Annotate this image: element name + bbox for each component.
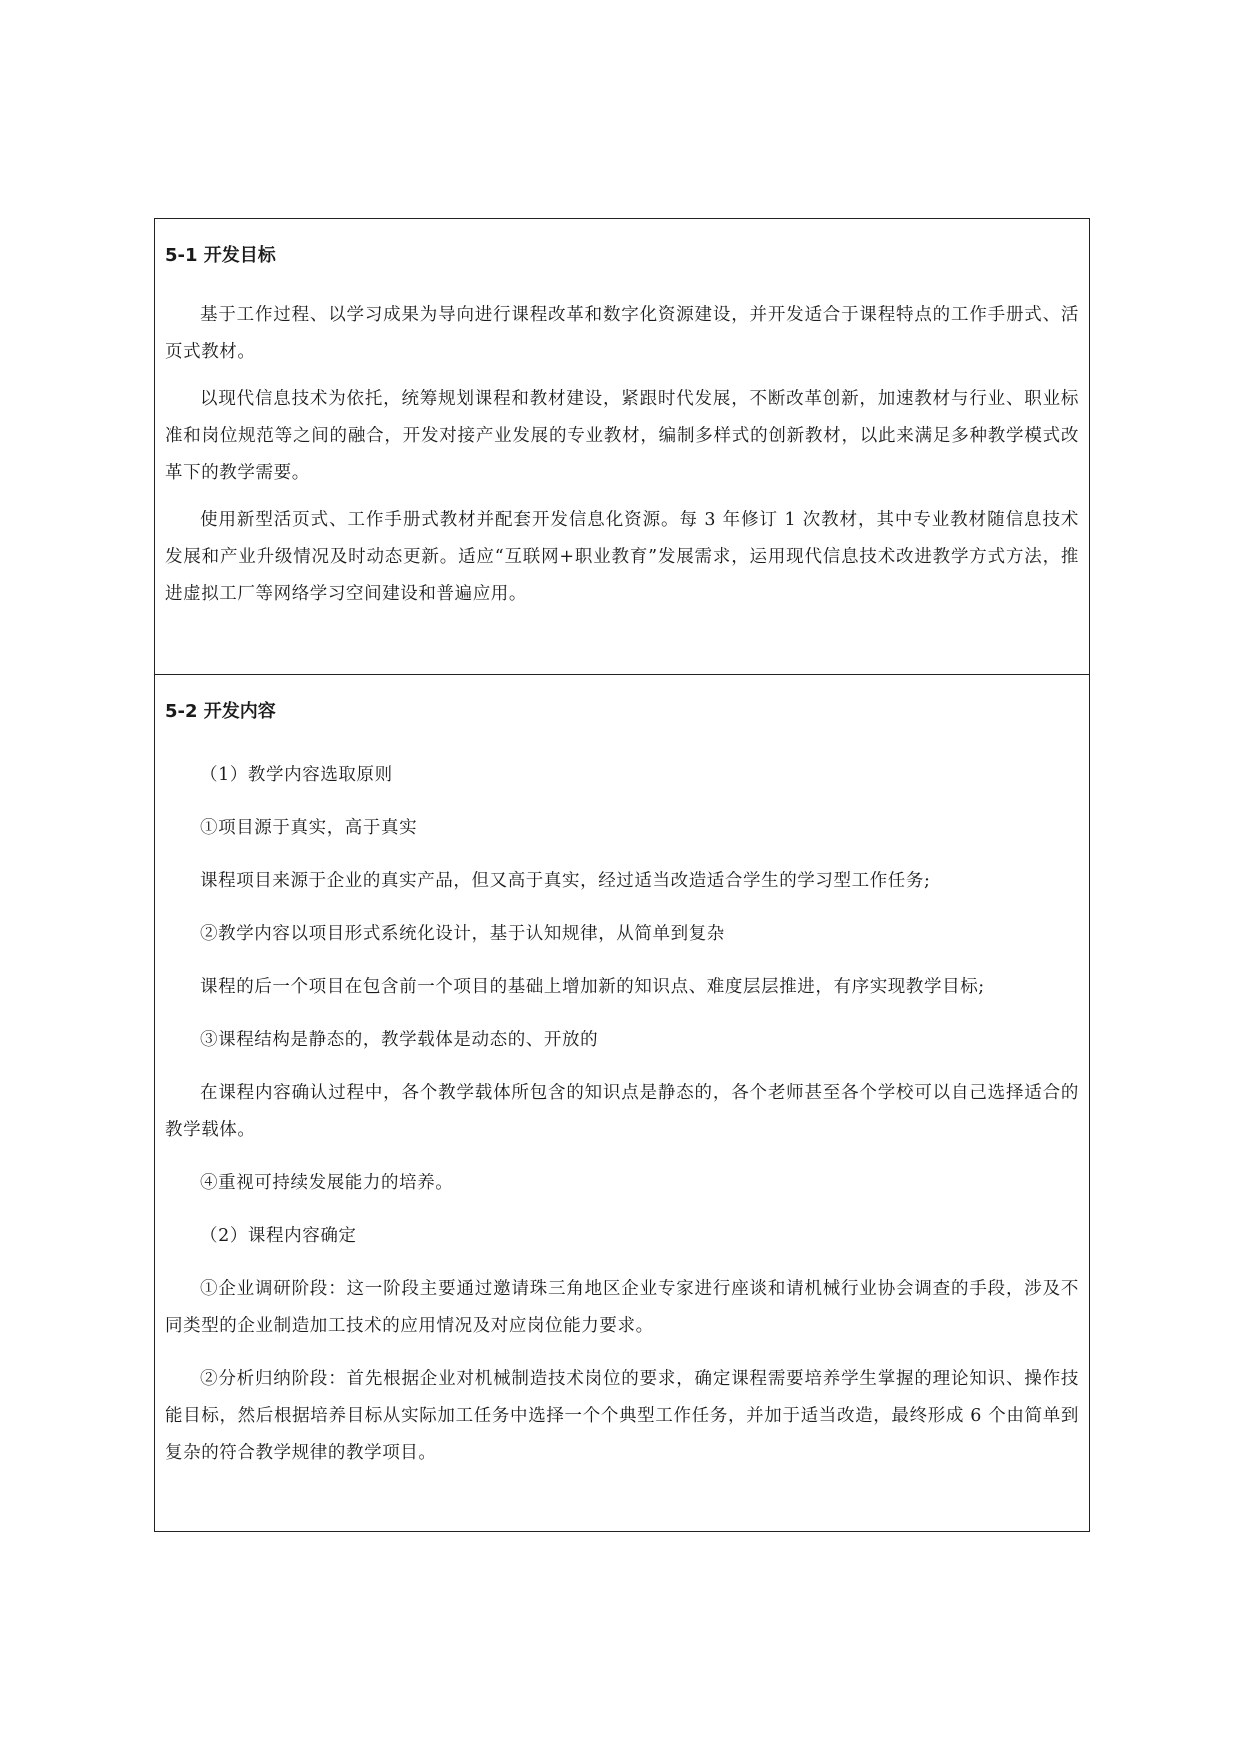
paragraph: ②分析归纳阶段：首先根据企业对机械制造技术岗位的要求，确定课程需要培养学生掌握的理论知识、操作技能目标，然后根据培养目标从实际加工任务中选择一个个典型工作任务，并加于适当改造，最终形成 6 个由简单到复杂的符合教学规律的教学项目。 xyxy=(165,1369,1079,1463)
paragraph: 以现代信息技术为依托，统筹规划课程和教材建设，紧跟时代发展，不断改革创新，加速教材与行业、职业标准和岗位规范等之间的融合，开发对接产业发展的专业教材，编制多样式的创新教材，以此来满足多种教学模式改革下的教学需要。 xyxy=(165,389,1079,483)
paragraph: 课程项目来源于企业的真实产品，但又高于真实，经过适当改造适合学生的学习型工作任务; xyxy=(200,871,931,891)
section-development-goals xyxy=(155,219,1089,674)
section-title: 5-1 开发目标 xyxy=(165,245,276,266)
section-title: 5-2 开发内容 xyxy=(165,701,276,722)
paragraph: 在课程内容确认过程中，各个教学载体所包含的知识点是静态的，各个老师甚至各个学校可以自己选择适合的教学载体。 xyxy=(165,1083,1079,1140)
paragraph: 使用新型活页式、工作手册式教材并配套开发信息化资源。每 3 年修订 1 次教材，其中专业教材随信息技术发展和产业升级情况及时动态更新。适应“互联网+职业教育”发展需求，运用现代信息技术改进教学方式方法，推进虚拟工厂等网络学习空间建设和普遍应用。 xyxy=(165,510,1079,604)
paragraph: ②教学内容以项目形式系统化设计，基于认知规律，从简单到复杂 xyxy=(200,924,725,944)
paragraph: （1）教学内容选取原则 xyxy=(200,765,393,785)
section-development-content xyxy=(155,674,1089,1531)
paragraph: ①企业调研阶段：这一阶段主要通过邀请珠三角地区企业专家进行座谈和请机械行业协会调查的手段，涉及不同类型的企业制造加工技术的应用情况及对应岗位能力要求。 xyxy=(165,1279,1079,1336)
paragraph: 基于工作过程、以学习成果为导向进行课程改革和数字化资源建设，并开发适合于课程特点的工作手册式、活页式教材。 xyxy=(165,305,1079,362)
paragraph: ①项目源于真实，高于真实 xyxy=(200,818,418,838)
paragraph: ④重视可持续发展能力的培养。 xyxy=(200,1173,454,1193)
paragraph: （2）课程内容确定 xyxy=(200,1226,357,1246)
paragraph: 课程的后一个项目在包含前一个项目的基础上增加新的知识点、难度层层推进，有序实现教学目标; xyxy=(200,977,985,997)
paragraph: ③课程结构是静态的，教学载体是动态的、开放的 xyxy=(200,1030,599,1050)
content-table xyxy=(154,218,1090,1532)
